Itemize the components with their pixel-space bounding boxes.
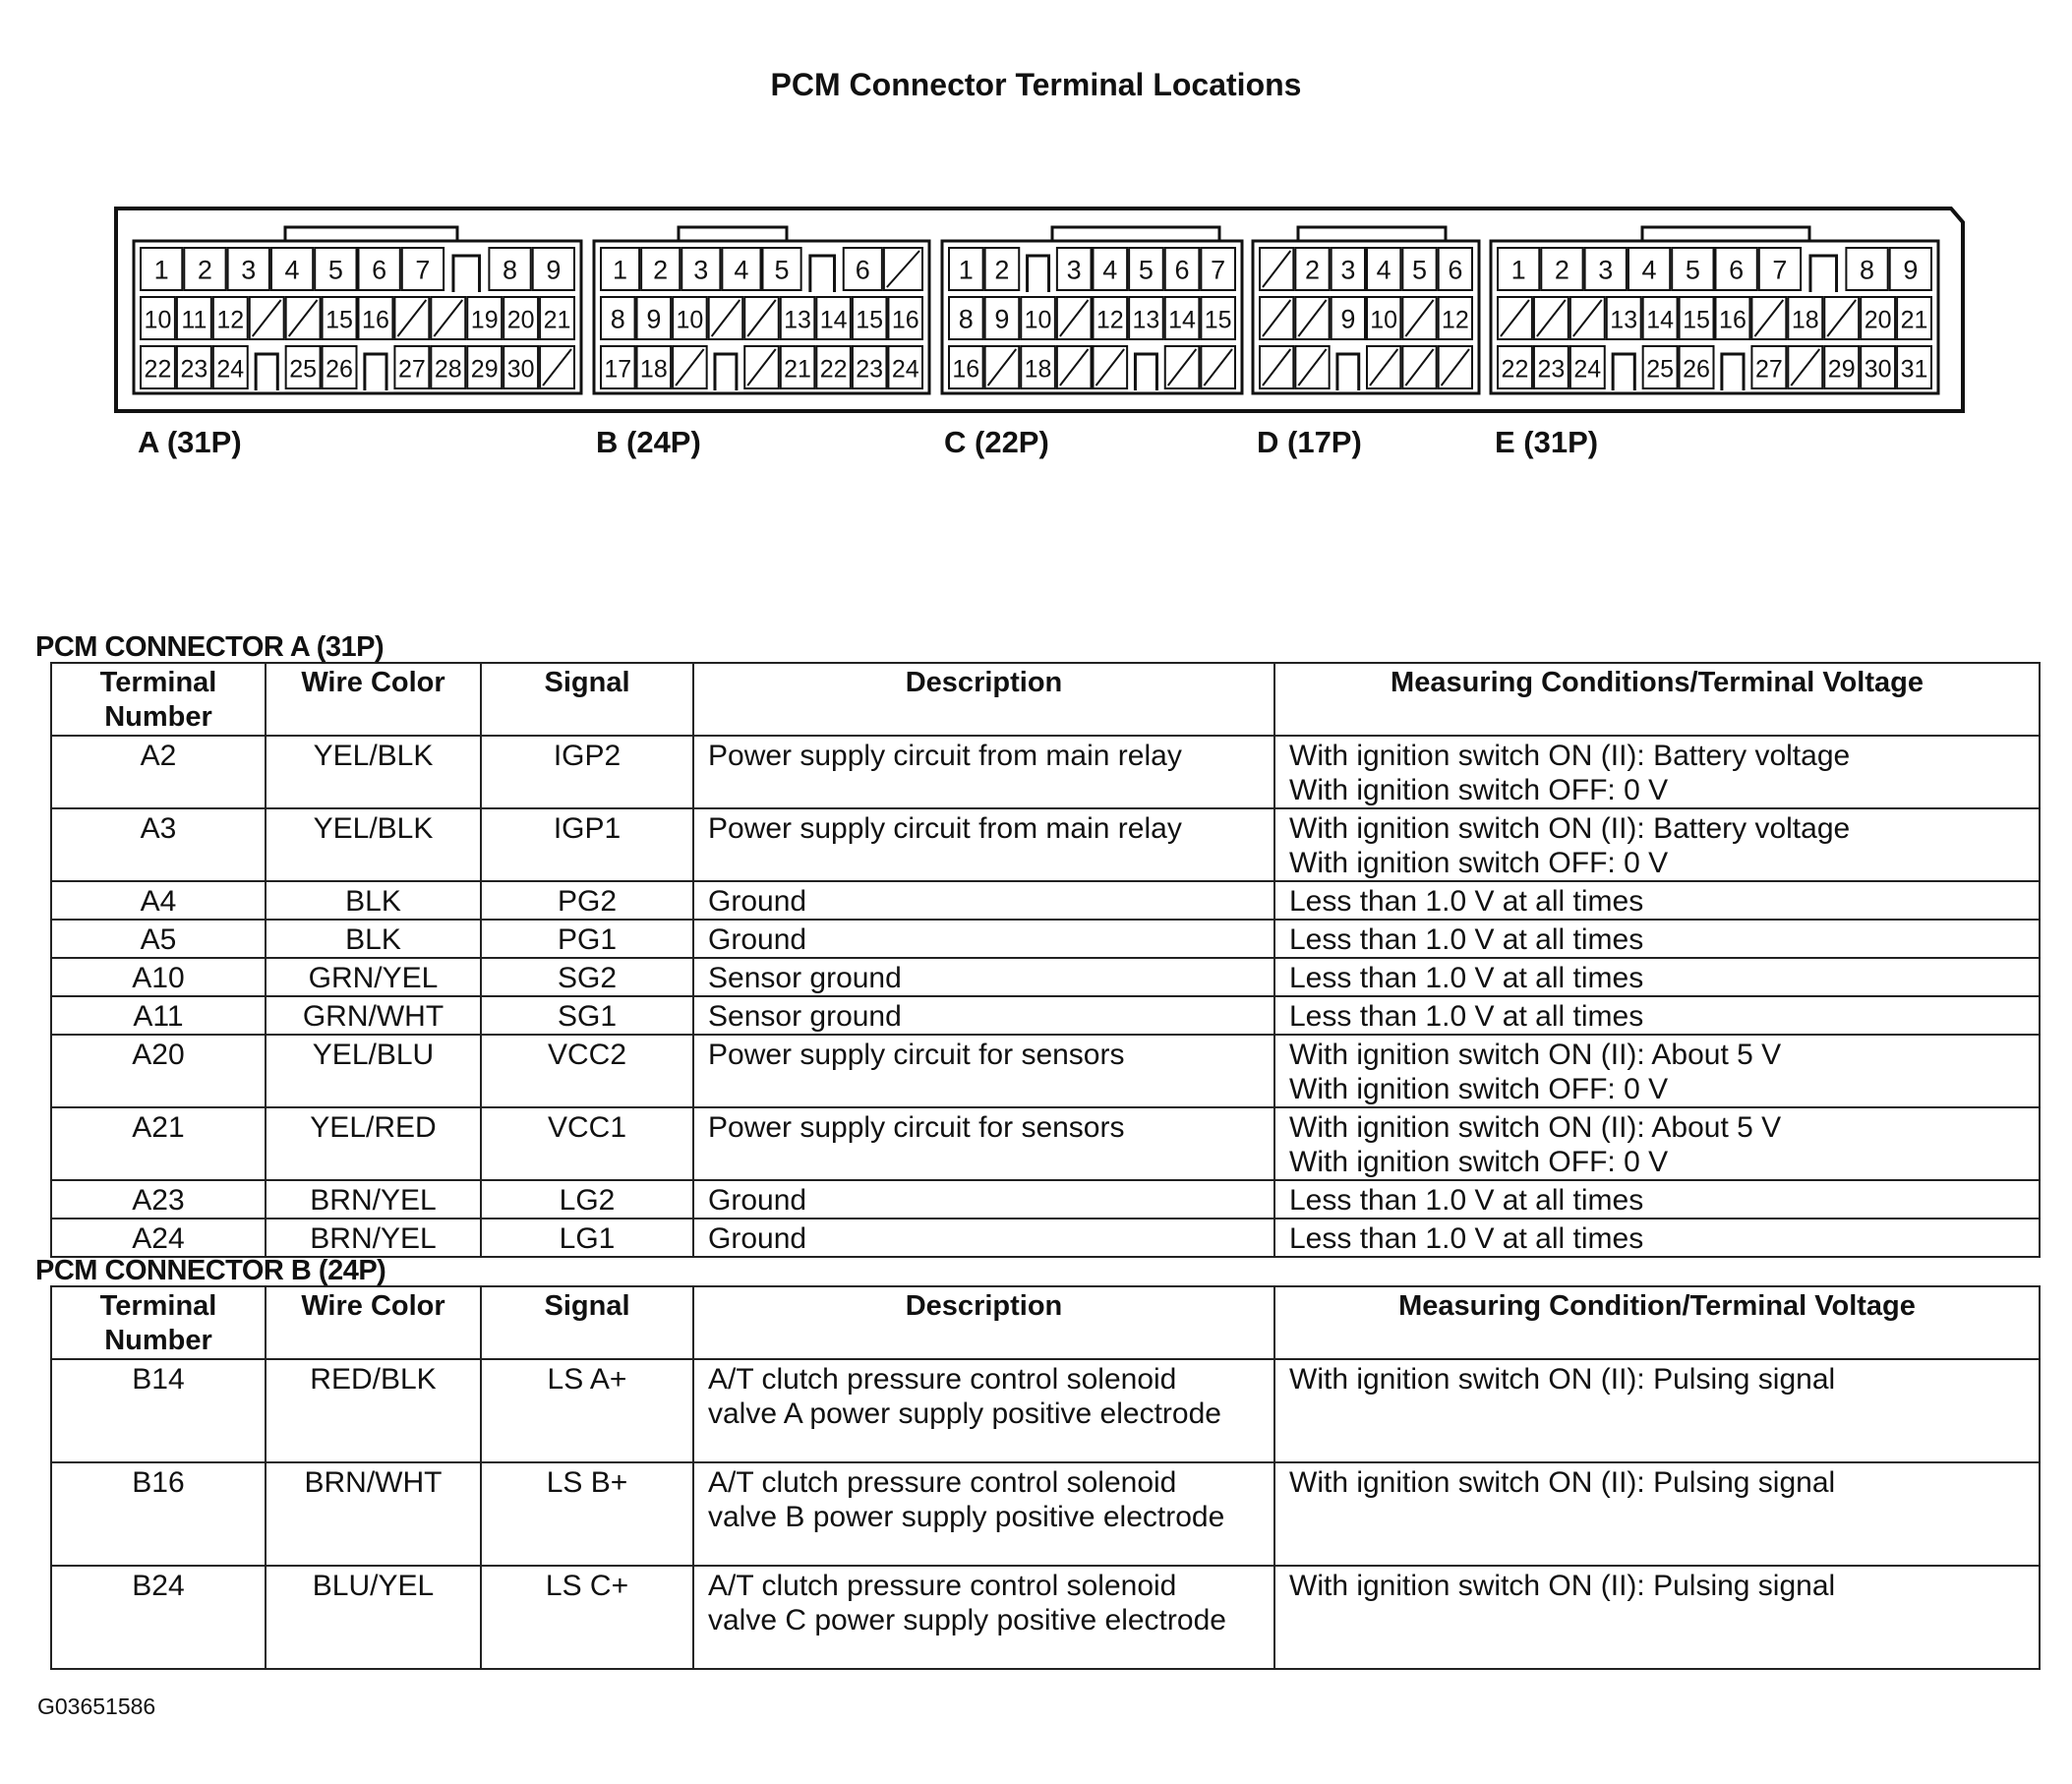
connector-e-terminal: 3 xyxy=(1598,255,1614,285)
table-row xyxy=(51,1219,2040,1257)
description: Power supply circuit for sensors xyxy=(693,1035,1274,1107)
connector-label-a: A (31P) xyxy=(138,425,242,459)
measuring-condition xyxy=(1274,1180,2040,1219)
connector-e-terminal: 20 xyxy=(1864,306,1892,334)
description: Power supply circuit from main relay xyxy=(693,808,1274,881)
connector-c-terminal: 6 xyxy=(1174,255,1190,285)
connector-b-terminal: 17 xyxy=(604,355,632,384)
connector-e-terminal: 18 xyxy=(1791,306,1819,334)
connector-c-terminal: 10 xyxy=(1024,306,1052,334)
connector-b-terminal: 10 xyxy=(676,306,704,334)
header-signal: Signal xyxy=(481,663,693,736)
connector-c-terminal: 5 xyxy=(1138,255,1154,285)
connector-c-terminal: 12 xyxy=(1095,306,1124,334)
connector-c-terminal: 9 xyxy=(994,304,1010,334)
wire-color: YEL/BLU xyxy=(266,1035,481,1107)
header-terminal-number: Terminal Number xyxy=(51,1286,266,1359)
measuring-condition xyxy=(1274,881,2040,920)
description: Ground xyxy=(693,1219,1274,1257)
measuring-line-1: Less than 1.0 V at all times xyxy=(1289,1222,1644,1255)
connector-b-terminal: 1 xyxy=(613,255,628,285)
connector-c-latch xyxy=(1052,227,1219,241)
measuring-line-1: With ignition switch ON (II): Battery voltage xyxy=(1289,812,1851,845)
terminal-number: B24 xyxy=(51,1566,266,1669)
connector-e-terminal: 4 xyxy=(1641,255,1657,285)
connector-e-terminal: 6 xyxy=(1729,255,1745,285)
description: Power supply circuit from main relay xyxy=(693,736,1274,808)
measuring-line-1: With ignition switch ON (II): About 5 V xyxy=(1289,1039,1782,1071)
terminal-number: A11 xyxy=(51,996,266,1035)
connector-d-terminal: 9 xyxy=(1340,304,1356,334)
connector-e-terminal: 7 xyxy=(1772,255,1788,285)
connector-a-terminal: 22 xyxy=(144,355,172,384)
connector-a-terminal: 26 xyxy=(326,355,353,384)
connector-e-terminal: 15 xyxy=(1683,306,1710,334)
connector-c-terminal: 13 xyxy=(1132,306,1160,334)
connector-a-terminal: 3 xyxy=(241,255,257,285)
measuring-line-2: With ignition switch OFF: 0 V xyxy=(1289,1146,1669,1178)
connector-d-terminal: 5 xyxy=(1411,255,1428,285)
terminal-number: A24 xyxy=(51,1219,266,1257)
connector-c-terminal: 4 xyxy=(1102,255,1118,285)
terminal-number: A4 xyxy=(51,881,266,920)
terminal-number: A21 xyxy=(51,1107,266,1180)
measuring-condition xyxy=(1274,958,2040,996)
table-row xyxy=(51,958,2040,996)
connector-e-terminal: 31 xyxy=(1900,355,1928,384)
measuring-line-1: With ignition switch ON (II): Battery voltage xyxy=(1289,740,1851,772)
connector-e-terminal: 16 xyxy=(1719,306,1746,334)
table-row xyxy=(51,1180,2040,1219)
connector-label-d: D (17P) xyxy=(1257,425,1362,459)
connector-a-terminal: 1 xyxy=(153,255,169,285)
connector-c-terminal: 3 xyxy=(1066,255,1082,285)
connector-d-terminal: 3 xyxy=(1340,255,1356,285)
description: Ground xyxy=(693,920,1274,958)
connector-b-terminal: 18 xyxy=(639,355,668,384)
wire-color: YEL/RED xyxy=(266,1107,481,1180)
connector-d-terminal: 10 xyxy=(1370,306,1398,334)
description: Ground xyxy=(693,881,1274,920)
wire-color: GRN/YEL xyxy=(266,958,481,996)
connector-b-terminal: 6 xyxy=(855,255,870,285)
measuring-condition xyxy=(1274,996,2040,1035)
measuring-condition xyxy=(1274,1107,2040,1180)
header-terminal-number: Terminal Number xyxy=(51,663,266,736)
connector-e-terminal: 14 xyxy=(1646,306,1675,334)
wire-color: BRN/WHT xyxy=(266,1462,481,1566)
connector-a-terminal: 6 xyxy=(372,255,387,285)
connector-a-terminal: 20 xyxy=(506,306,535,334)
description: Sensor ground xyxy=(693,996,1274,1035)
description: Sensor ground xyxy=(693,958,1274,996)
connector-b-terminal: 16 xyxy=(891,306,919,334)
connector-d-terminal: 2 xyxy=(1304,255,1321,285)
connector-label-c: C (22P) xyxy=(944,425,1049,459)
connector-a-terminal: 10 xyxy=(144,306,172,334)
signal: LS B+ xyxy=(481,1462,693,1566)
wire-color: RED/BLK xyxy=(266,1359,481,1462)
header-signal: Signal xyxy=(481,1286,693,1359)
measuring-line-1: Less than 1.0 V at all times xyxy=(1289,923,1644,956)
terminal-number: A20 xyxy=(51,1035,266,1107)
table-row xyxy=(51,1107,2040,1180)
connector-c-terminal: 7 xyxy=(1211,255,1226,285)
connector-e-terminal: 22 xyxy=(1501,355,1529,384)
measuring-condition xyxy=(1274,1219,2040,1257)
header-measuring-conditions: Measuring Conditions/Terminal Voltage xyxy=(1274,663,2040,736)
figure-id: G03651586 xyxy=(37,1694,156,1719)
measuring-line-1: Less than 1.0 V at all times xyxy=(1289,1184,1644,1217)
signal: VCC1 xyxy=(481,1107,693,1180)
connector-e-terminal: 23 xyxy=(1537,355,1566,384)
connector-b-terminal: 22 xyxy=(819,355,848,384)
measuring-condition xyxy=(1274,920,2040,958)
connector-a-terminal: 4 xyxy=(284,255,300,285)
connector-a-terminal: 9 xyxy=(546,255,562,285)
connector-a-terminal: 15 xyxy=(326,306,353,334)
connector-c-terminal: 2 xyxy=(994,255,1010,285)
table-row xyxy=(51,920,2040,958)
connector-b-latch xyxy=(679,227,787,241)
connector-a-terminal: 11 xyxy=(181,306,207,334)
connector-b-terminal: 8 xyxy=(610,304,625,334)
connector-e-terminal: 13 xyxy=(1610,306,1638,334)
header-description: Description xyxy=(693,663,1274,736)
header-measuring-condition: Measuring Condition/Terminal Voltage xyxy=(1274,1286,2040,1359)
signal: IGP1 xyxy=(481,808,693,881)
connector-a-terminal: 28 xyxy=(434,355,462,384)
connector-label-b: B (24P) xyxy=(596,425,701,459)
connector-b-terminal: 5 xyxy=(774,255,790,285)
measuring-line-1: Less than 1.0 V at all times xyxy=(1289,885,1644,918)
wire-color: BRN/YEL xyxy=(266,1180,481,1219)
connector-e-terminal: 21 xyxy=(1900,306,1928,334)
table-row xyxy=(51,1566,2040,1669)
terminal-number: A3 xyxy=(51,808,266,881)
terminal-number: B14 xyxy=(51,1359,266,1462)
signal: PG2 xyxy=(481,881,693,920)
connector-b-terminal: 23 xyxy=(856,355,884,384)
connector-c-terminal: 8 xyxy=(958,304,974,334)
wire-color: BLK xyxy=(266,881,481,920)
connector-a-latch xyxy=(285,227,457,241)
table-b-title: PCM CONNECTOR B (24P) xyxy=(35,1255,386,1286)
connector-e-terminal: 8 xyxy=(1860,255,1875,285)
signal: SG2 xyxy=(481,958,693,996)
table-row xyxy=(51,808,2040,881)
connector-e-terminal: 26 xyxy=(1683,355,1710,384)
connector-diagram xyxy=(0,0,2072,423)
connector-b-terminal: 24 xyxy=(891,355,919,384)
signal: VCC2 xyxy=(481,1035,693,1107)
measuring-condition: With ignition switch ON (II): Pulsing signal xyxy=(1274,1359,2040,1462)
table-row xyxy=(51,996,2040,1035)
connector-e-terminal: 9 xyxy=(1903,255,1919,285)
wire-color: BLK xyxy=(266,920,481,958)
wire-color: BRN/YEL xyxy=(266,1219,481,1257)
measuring-condition: With ignition switch ON (II): Pulsing signal xyxy=(1274,1566,2040,1669)
table-row xyxy=(51,881,2040,920)
wire-color: GRN/WHT xyxy=(266,996,481,1035)
connector-a-terminal: 12 xyxy=(216,306,245,334)
signal: LS C+ xyxy=(481,1566,693,1669)
connector-label-e: E (31P) xyxy=(1495,425,1599,459)
table-row xyxy=(51,1462,2040,1566)
connector-c-terminal: 18 xyxy=(1024,355,1052,384)
wire-color: YEL/BLK xyxy=(266,808,481,881)
connector-a-terminal: 30 xyxy=(506,355,535,384)
connector-e-terminal: 2 xyxy=(1554,255,1569,285)
connector-a-terminal: 7 xyxy=(415,255,431,285)
connector-a-table xyxy=(50,662,2041,1258)
connector-b-terminal: 13 xyxy=(784,306,811,334)
connector-a-terminal: 8 xyxy=(503,255,518,285)
description: A/T clutch pressure control solenoid valve C power supply positive electrode xyxy=(693,1566,1274,1669)
connector-a-terminal: 16 xyxy=(362,306,389,334)
measuring-line-1: Less than 1.0 V at all times xyxy=(1289,962,1644,994)
connector-c-terminal: 14 xyxy=(1168,306,1196,334)
header-description: Description xyxy=(693,1286,1274,1359)
description: A/T clutch pressure control solenoid valve A power supply positive electrode xyxy=(693,1359,1274,1462)
wire-color: YEL/BLK xyxy=(266,736,481,808)
connector-e-terminal: 24 xyxy=(1573,355,1602,384)
connector-a-terminal: 21 xyxy=(543,306,571,334)
connector-e-terminal: 27 xyxy=(1754,355,1783,384)
connector-c-terminal: 16 xyxy=(952,355,980,384)
connector-e-terminal: 29 xyxy=(1827,355,1856,384)
table-row xyxy=(51,736,2040,808)
wire-color: BLU/YEL xyxy=(266,1566,481,1669)
connector-a-terminal: 19 xyxy=(470,306,499,334)
connector-b-terminal: 2 xyxy=(653,255,669,285)
connector-b-terminal: 14 xyxy=(819,306,848,334)
connector-c-terminal: 1 xyxy=(958,255,974,285)
terminal-number: A23 xyxy=(51,1180,266,1219)
diagram-title: PCM Connector Terminal Locations xyxy=(770,67,1302,102)
table-row xyxy=(51,1359,2040,1462)
terminal-number: A10 xyxy=(51,958,266,996)
connector-a-terminal: 5 xyxy=(327,255,343,285)
signal: IGP2 xyxy=(481,736,693,808)
measuring-condition xyxy=(1274,736,2040,808)
description: A/T clutch pressure control solenoid valve B power supply positive electrode xyxy=(693,1462,1274,1566)
measuring-condition xyxy=(1274,1035,2040,1107)
measuring-line-2: With ignition switch OFF: 0 V xyxy=(1289,847,1669,879)
connector-a-terminal: 27 xyxy=(397,355,426,384)
connector-e-terminal: 30 xyxy=(1864,355,1892,384)
connector-b-terminal: 4 xyxy=(734,255,749,285)
connector-a-terminal: 2 xyxy=(197,255,212,285)
terminal-number: A5 xyxy=(51,920,266,958)
connector-b-terminal: 21 xyxy=(784,355,811,384)
description: Ground xyxy=(693,1180,1274,1219)
table-b-header-row xyxy=(51,1286,2040,1359)
connector-d-terminal: 4 xyxy=(1376,255,1391,285)
signal: SG1 xyxy=(481,996,693,1035)
measuring-line-2: With ignition switch OFF: 0 V xyxy=(1289,774,1669,806)
signal: LS A+ xyxy=(481,1359,693,1462)
table-row xyxy=(51,1035,2040,1107)
terminal-number: B16 xyxy=(51,1462,266,1566)
connector-e-terminal: 5 xyxy=(1685,255,1700,285)
connector-a-terminal: 24 xyxy=(216,355,245,384)
table-a-header-row xyxy=(51,663,2040,736)
connector-e-latch xyxy=(1642,227,1809,241)
connector-a-terminal: 25 xyxy=(289,355,318,384)
connector-a-terminal: 23 xyxy=(180,355,208,384)
table-a-title: PCM CONNECTOR A (31P) xyxy=(35,631,385,663)
header-wire-color: Wire Color xyxy=(266,1286,481,1359)
connector-e-terminal: 25 xyxy=(1646,355,1675,384)
connector-b-terminal: 9 xyxy=(646,304,662,334)
connector-a-terminal: 29 xyxy=(470,355,499,384)
connector-c-terminal: 15 xyxy=(1204,306,1232,334)
header-wire-color: Wire Color xyxy=(266,663,481,736)
connector-d-latch xyxy=(1298,227,1446,241)
connector-b-terminal: 3 xyxy=(693,255,709,285)
signal: LG2 xyxy=(481,1180,693,1219)
measuring-condition xyxy=(1274,808,2040,881)
connector-b-terminal: 15 xyxy=(856,306,884,334)
connector-d-terminal: 12 xyxy=(1441,306,1469,334)
signal: PG1 xyxy=(481,920,693,958)
connector-d-terminal: 6 xyxy=(1448,255,1463,285)
connector-e-terminal: 1 xyxy=(1510,255,1526,285)
measuring-condition: With ignition switch ON (II): Pulsing signal xyxy=(1274,1462,2040,1566)
measuring-line-2: With ignition switch OFF: 0 V xyxy=(1289,1073,1669,1105)
terminal-number: A2 xyxy=(51,736,266,808)
measuring-line-1: Less than 1.0 V at all times xyxy=(1289,1000,1644,1033)
connector-b-table xyxy=(50,1285,2041,1670)
signal: LG1 xyxy=(481,1219,693,1257)
measuring-line-1: With ignition switch ON (II): About 5 V xyxy=(1289,1111,1782,1144)
description: Power supply circuit for sensors xyxy=(693,1107,1274,1180)
